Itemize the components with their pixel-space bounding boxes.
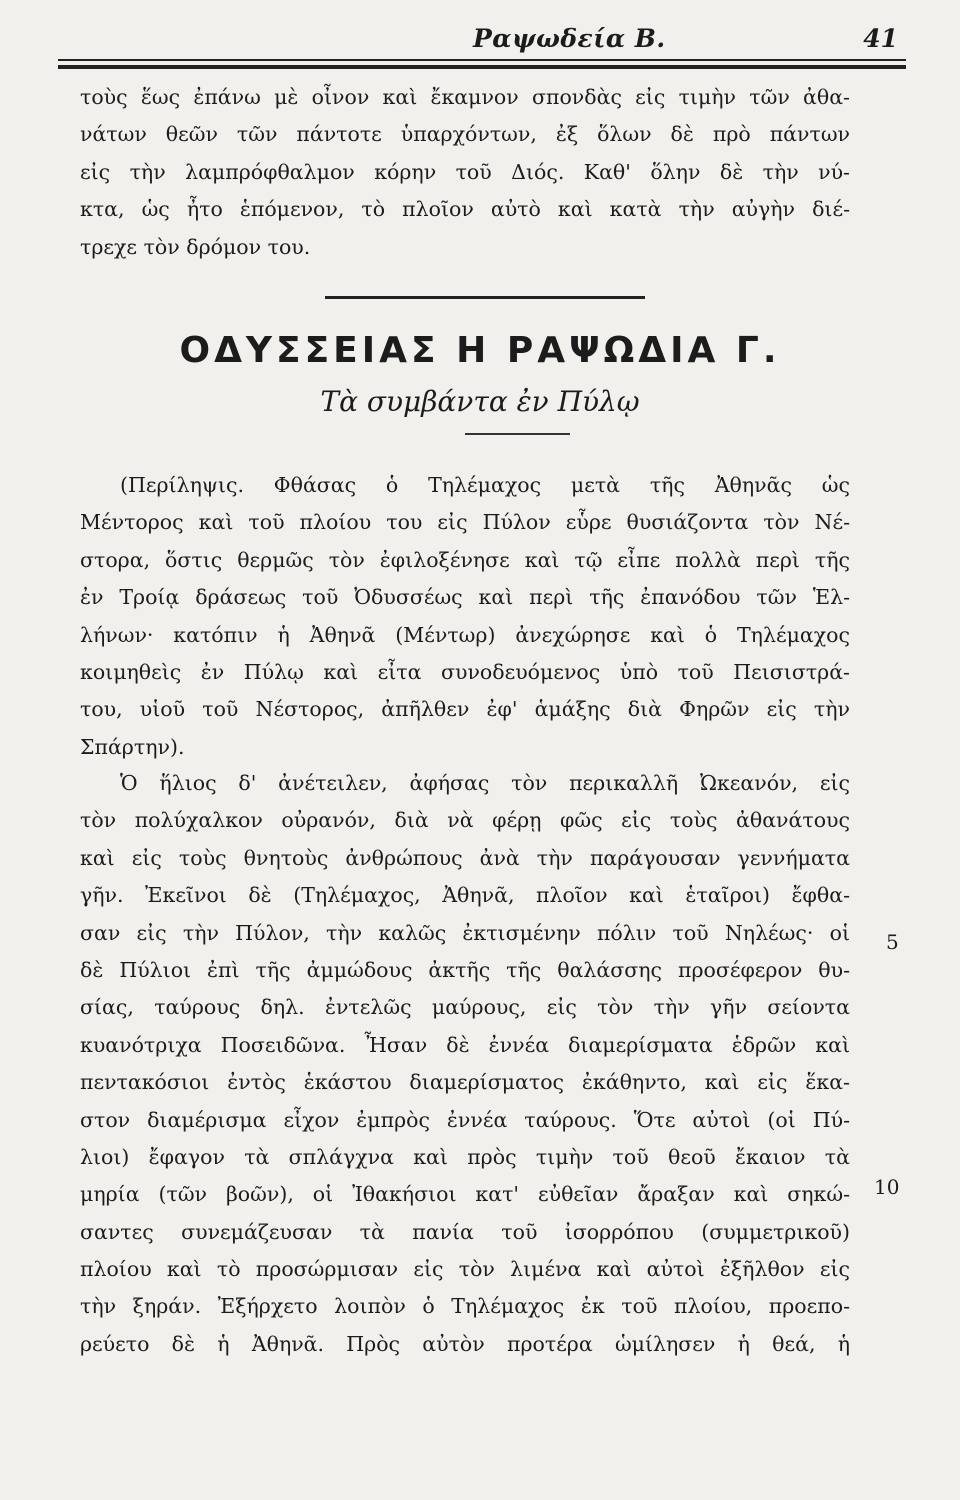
text-line: μηρία (τῶν βοῶν), οἱ Ἰθακήσιοι κατ' εὐθεῖαν ἄραξαν καὶ σηκώ- [80, 1182, 850, 1207]
text-line: σαν εἰς τὴν Πύλον, τὴν καλῶς ἐκτισμένην πόλιν τοῦ Νηλέως· οἱ [80, 920, 850, 945]
text-line: τοὺς ἕως ἐπάνω μὲ οἶνον καὶ ἔκαμνον σπονδὰς εἰς τιμὴν τῶν ἀθα- [80, 85, 850, 109]
text-line: Ὁ ἥλιος δ' ἀνέτειλεν, ἀφήσας τὸν περικαλλῆ Ὠκεανόν, εἰς [120, 771, 850, 795]
text-line: ρεύετο δὲ ἡ Ἀθηνᾶ. Πρὸς αὐτὸν προτέρα ὡμίλησεν ἡ θεά, ἡ [80, 1331, 850, 1356]
header-rule-thin [58, 59, 906, 61]
text-line: εἰς τὴν λαμπρόφθαλμον κόρην τοῦ Διός. Καθ' ὅλην δὲ τὴν νύ- [80, 159, 850, 184]
header-rule-thick [58, 65, 906, 69]
chapter-title: ΟΔΥΣΣΕΙΑΣ Η ΡΑΨΩΔΙΑ Γ. [179, 330, 781, 371]
text-line: ἐν Τροίᾳ δράσεως τοῦ Ὀδυσσέως καὶ περὶ τῆς ἐπανόδου τῶν Ἑλ- [80, 585, 850, 610]
page-header [58, 22, 906, 72]
text-line: λήνων· κατόπιν ἡ Ἀθηνᾶ (Μέντωρ) ἀνεχώρησε καὶ ὁ Τηλέμαχος [80, 622, 850, 647]
page-number: 41 [863, 24, 898, 53]
text-line: στορα, ὅστις θερμῶς τὸν ἐφιλοξένησε καὶ τῷ εἶπε πολλὰ περὶ τῆς [80, 547, 850, 572]
main-text [80, 765, 850, 1363]
text-line: δὲ Πύλιοι ἐπὶ τῆς ἀμμώδους ἀκτῆς τῆς θαλάσσης προσέφερον θυ- [80, 957, 850, 982]
text-line: Μέντορος καὶ τοῦ πλοίου του εἰς Πύλον εὗρε θυσιάζοντα τὸν Νέ- [80, 510, 850, 535]
text-line: νάτων θεῶν τῶν πάντοτε ὑπαρχόντων, ἐξ ὅλων δὲ πρὸ πάντων [80, 122, 850, 147]
text-line: τὴν ξηράν. Ἐξήρχετο λοιπὸν ὁ Τηλέμαχος ἐκ τοῦ πλοίου, προεπο- [80, 1294, 850, 1319]
text-line: στον διαμέρισμα εἶχον ἐμπρὸς ἐννέα ταύρους. Ὅτε αὐτοὶ (οἱ Πύ- [80, 1107, 850, 1132]
text-line: Σπάρτην). [80, 734, 185, 759]
text-line: λιοι) ἔφαγον τὰ σπλάγχνα καὶ πρὸς τιμὴν τοῦ θεοῦ ἔκαιον τὰ [80, 1144, 850, 1169]
text-line: του, υἱοῦ τοῦ Νέστορος, ἀπῆλθεν ἐφ' ἁμάξης διὰ Φηρῶν εἰς τὴν [80, 697, 850, 722]
text-line: κτα, ὡς ἦτο ἑπόμενον, τὸ πλοῖον αὐτὸ καὶ κατὰ τὴν αὐγὴν διέ- [80, 197, 850, 222]
chapter-subtitle: Τὰ συμβάντα ἐν Πύλῳ [320, 385, 640, 418]
text-line: γῆν. Ἐκεῖνοι δὲ (Τηλέμαχος, Ἀθηνᾶ, πλοῖον καὶ ἑταῖροι) ἔφθα- [80, 883, 850, 908]
text-line: πλοίου καὶ τὸ προσώρμισαν εἰς τὸν λιμένα καὶ αὐτοὶ ἐξῆλθον εἰς [80, 1257, 850, 1282]
text-line: καὶ εἰς τοὺς θνητοὺς ἀνθρώπους ἀνὰ τὴν παράγουσαν γεννήματα [80, 845, 850, 870]
text-line: (Περίληψις. Φθάσας ὁ Τηλέμαχος μετὰ τῆς Ἀθηνᾶς ὡς [120, 473, 850, 497]
intro-paragraph [80, 79, 850, 266]
text-line: πεντακόσιοι ἐντὸς ἑκάστου διαμερίσματος ἐκάθηντο, καὶ εἰς ἕκα- [80, 1070, 850, 1095]
text-line: κυανότριχα Ποσειδῶνα. Ἦσαν δὲ ἐννέα διαμερίσματα ἑδρῶν καὶ [80, 1032, 850, 1057]
text-line: σαντες συνεμάζευσαν τὰ πανία τοῦ ἰσορρόπου (συμμετρικοῦ) [80, 1219, 850, 1244]
text-line: κοιμηθεὶς ἐν Πύλῳ καὶ εἶτα συνοδευόμενος ὑπὸ τοῦ Πεισιστρά- [80, 659, 850, 684]
text-line: τὸν πολύχαλκον οὐρανόν, διὰ νὰ φέρῃ φῶς εἰς τοὺς ἀθανάτους [80, 808, 850, 833]
summary-paragraph [80, 467, 850, 766]
running-title: Ραψωδεία Β. [473, 24, 666, 53]
text-line: σίας, ταύρους δηλ. ἐντελῶς μαύρους, εἰς τὸν τὴν γῆν σείοντα [80, 995, 850, 1020]
line-number-marker: 10 [874, 1175, 900, 1199]
line-number-marker: 5 [886, 930, 899, 954]
section-divider [325, 296, 645, 299]
text-line: τρεχε τὸν δρόμον του. [80, 234, 311, 259]
subtitle-underline [465, 433, 570, 435]
